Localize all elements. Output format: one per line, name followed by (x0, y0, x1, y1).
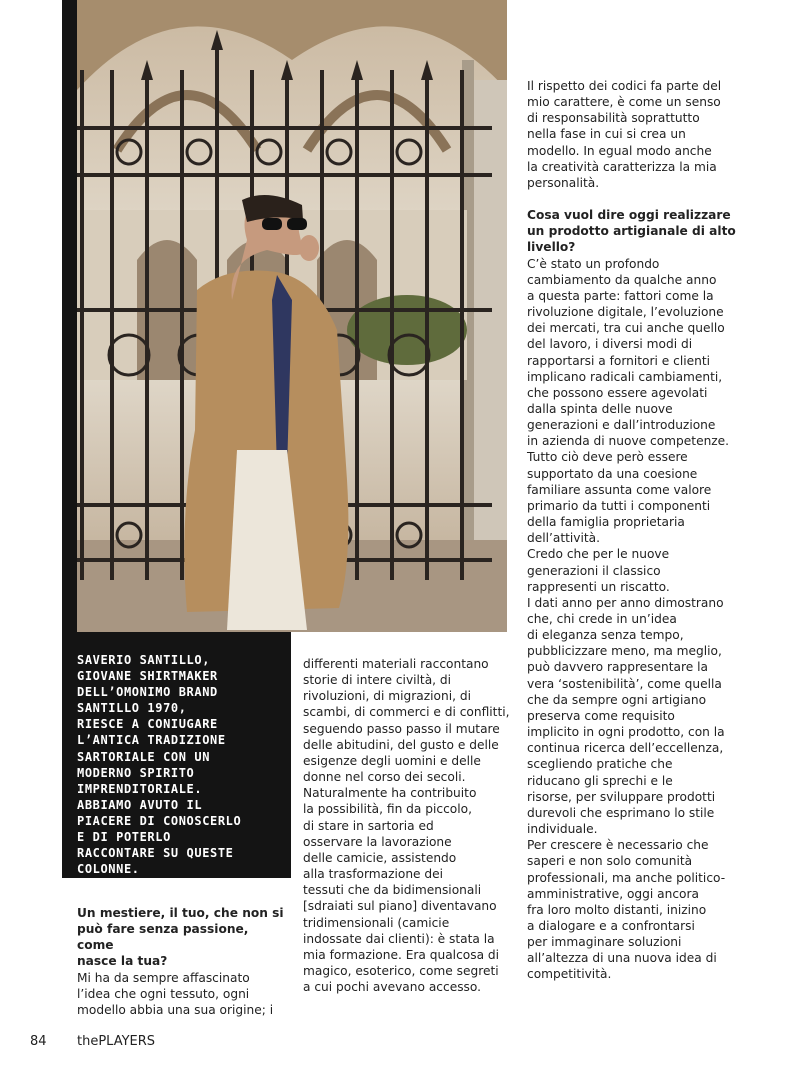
column-1 (77, 905, 285, 1018)
page-number: 84 (30, 1034, 47, 1049)
answer-codes: Il rispetto dei codici fa parte del mio carattere, è come un senso di responsabilità soprattutto nella fase in cui si crea un modello. In egual modo anche la creatività caratterizza la mia personalità. (527, 79, 722, 190)
column-3 (527, 78, 742, 983)
column-2 (303, 656, 515, 995)
intro-text: SAVERIO SANTILLO, GIOVANE SHIRTMAKER DELL’OMONIMO BRAND SANTILLO 1970, RIESCE A CONIUGARE L’ANTICA TRADIZIONE SARTORIALE CON UN MODERNO SPIRITO IMPRENDITORIALE. ABBIAMO AVUTO IL PIACERE DI CONOSCERLO E DI POTERLO RACCONTARE SU QUESTE COLONNE. (77, 653, 242, 877)
answer-craft: C’è stato un profondo cambiamento da qualche anno a questa parte: fattori come la rivoluzione digitale, l’evoluzione dei mercati, tra cui anche quello del lavoro, i diversi modi di rapportarsi a fornitori e clienti implicano radicali cambiamenti, che possono essere agevolati dalla spinta delle nuove generazioni e dall’introduzione in azienda di nuove competenze. Tutto ciò deve però essere supportato da una coesione familiare assunta come valore primario da tutti i componenti della famiglia proprietaria dell’attività. Credo che per le nuove generazioni il classico rappresenti un riscatto. I dati anno per anno dimostrano che, chi crede in un’idea di eleganza senza tempo, pubblicizzare meno, ma meglio, può davvero rappresentare la vera ‘sostenibilità’, come quella che da sempre ogni artigiano preserva come requisito implicito in ogni prodotto, con la continua ricerca dell’eccellenza, scegliendo pratiche che riducano gli sprechi e le risorse, per sviluppare prodotti durevoli che esprimano lo stile individuale. Per crescere è necessario che saperi e non solo comunità professionali, ma anche politico- amministrative, oggi ancora fra loro molto distanti, inizino a dialogare e a confrontarsi per immaginare soluzioni all’altezza di una nuova idea di competitività. (527, 256, 730, 982)
question-craft: Cosa vuol dire oggi realizzare un prodotto artigianale di alto livello? (527, 208, 736, 255)
portrait-photo (77, 0, 507, 632)
answer-passion-continued: differenti materiali raccontano storie di intere civiltà, di rivoluzioni, di migrazioni, di scambi, di commerci e di conflitti, seguendo passo passo il mutare delle abitudini, del gusto e delle esigenze degli uomini e delle donne nel corso dei secoli. Naturalmente ha contribuito la possibilità, fin da piccolo, di stare in sartoria ed osservare la lavorazione delle camicie, assistendo alla trasformazione dei tessuti che da bidimensionali [sdraiati sul piano] diventavano tridimensionali (camicie indossate dai clienti): è stata la mia formazione. Era qualcosa di magico, esoterico, come segreti a cui pochi avevano accesso. (303, 657, 510, 995)
magazine-name: thePLAYERS (77, 1034, 156, 1049)
question-passion: Un mestiere, il tuo, che non si può fare senza passione, come nasce la tua? (77, 906, 284, 969)
answer-passion: Mi ha da sempre affascinato l’idea che ogni tessuto, ogni modello abbia una sua origine; i (77, 970, 274, 1017)
